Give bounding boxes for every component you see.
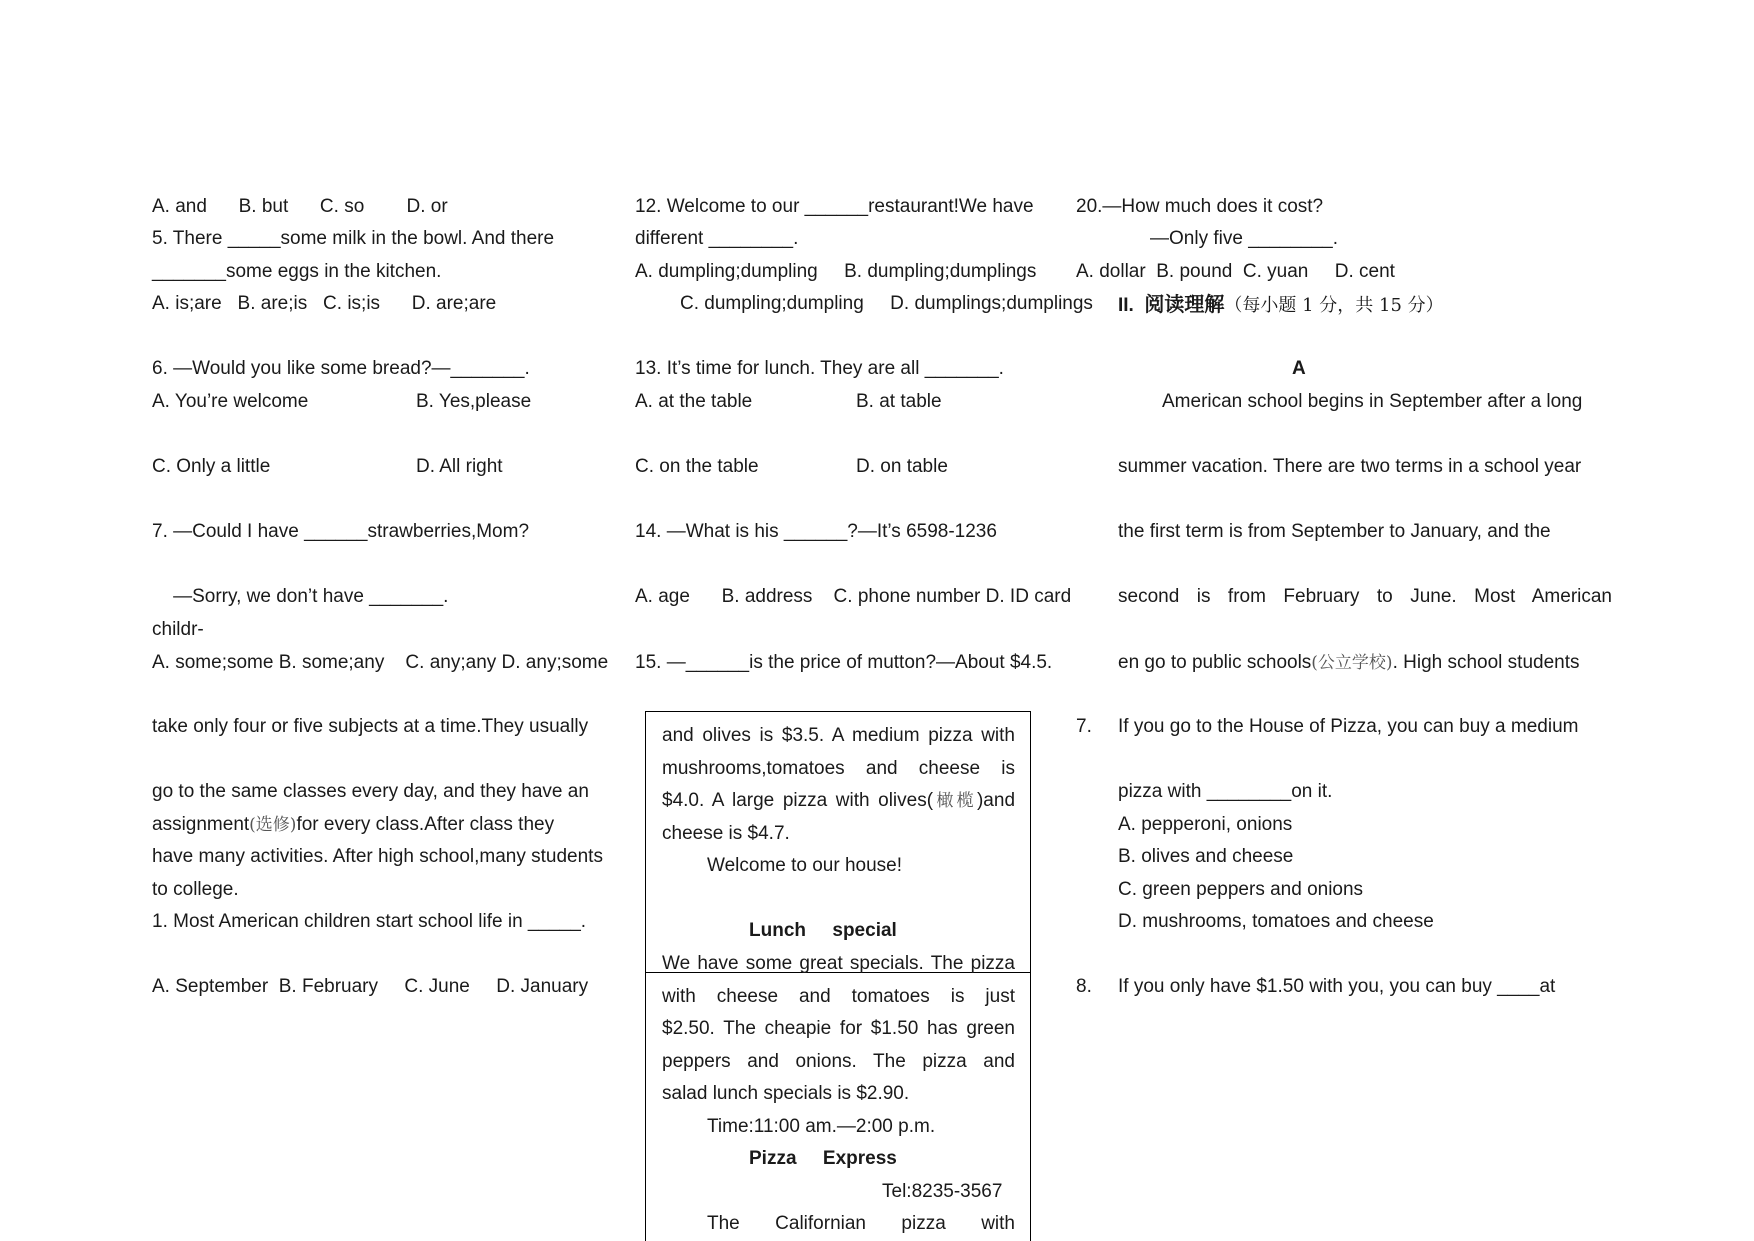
q7-number: 7. xyxy=(1076,716,1092,737)
ad-lunch-heading: Lunch special xyxy=(749,920,897,941)
ad-text-line: and olives is $3.5. A medium pizza with xyxy=(662,725,1015,746)
q7-continuation: childr- xyxy=(152,619,204,640)
q12-line-2: different ________. xyxy=(635,228,799,249)
q13-option-c: C. on the table xyxy=(635,456,759,477)
ad-text-line: $2.50. The cheapie for $1.50 has green xyxy=(662,1018,1015,1039)
passage-line: take only four or five subjects at a time.They usually xyxy=(152,716,589,737)
passage-line: second is from February to June. Most American xyxy=(1118,586,1612,607)
ad-text-line: $4.0. A large pizza with olives(橄榄)and xyxy=(662,790,1016,811)
ad-text-line: We have some great specials. The pizza xyxy=(662,953,1015,974)
q15-question: 15. —______is the price of mutton?—About $4.5. xyxy=(635,652,1053,673)
q14-options: A. age B. address C. phone number D. ID card xyxy=(635,586,1072,607)
passage-line: have many activities. After high school,many students xyxy=(152,846,603,867)
q12-options-cd: C. dumpling;dumpling D. dumplings;dumplings xyxy=(680,293,1093,314)
q7-question-line-2: pizza with ________on it. xyxy=(1118,781,1333,802)
q6-option-a: A. You’re welcome xyxy=(152,391,309,412)
ad-text-line: cheese is $4.7. xyxy=(662,823,790,844)
ad-time: Time:11:00 am.—2:00 p.m. xyxy=(707,1116,936,1137)
q1-options: A. September B. February C. June D. January xyxy=(152,976,589,997)
ad-pizza-heading: Pizza Express xyxy=(749,1148,897,1169)
q7-options: A. some;some B. some;any C. any;any D. any;some xyxy=(152,652,609,673)
q7-question: 7. —Could I have ______strawberries,Mom? xyxy=(152,521,530,542)
q5-options: A. is;are B. are;is C. is;is D. are;are xyxy=(152,293,497,314)
passage-line: en go to public schools(公立学校). High school students xyxy=(1118,652,1580,673)
q7-option-c: C. green peppers and onions xyxy=(1118,879,1364,900)
q8-number: 8. xyxy=(1076,976,1092,997)
q20-question: 20.—How much does it cost? xyxy=(1076,196,1324,217)
passage-line: summer vacation. There are two terms in a school year xyxy=(1118,456,1582,477)
q13-option-a: A. at the table xyxy=(635,391,753,412)
q20-options: A. dollar B. pound C. yuan D. cent xyxy=(1076,261,1395,282)
passage-line: the first term is from September to January, and the xyxy=(1118,521,1551,542)
q12-line-1: 12. Welcome to our ______restaurant!We have xyxy=(635,196,1034,217)
q7-option-b: B. olives and cheese xyxy=(1118,846,1294,867)
q5-line-1: 5. There _____some milk in the bowl. And there xyxy=(152,228,555,249)
q6-question: 6. —Would you like some bread?—_______. xyxy=(152,358,530,379)
passage-line: American school begins in September after a long xyxy=(1162,391,1583,412)
q8-question-line-1: If you only have $1.50 with you, you can buy ____at xyxy=(1118,976,1556,997)
q13-option-d: D. on table xyxy=(856,456,948,477)
q7-reply: —Sorry, we don’t have _______. xyxy=(152,586,449,607)
ad-text-line: salad lunch specials is $2.90. xyxy=(662,1083,910,1104)
q20-reply: —Only five ________. xyxy=(1150,228,1339,249)
q6-option-d: D. All right xyxy=(416,456,503,477)
ad-text-line: peppers and onions. The pizza and xyxy=(662,1051,1015,1072)
section-heading: II. 阅读理解（每小题 1 分，共 15 分） xyxy=(1118,292,1444,316)
q6-option-b: B. Yes,please xyxy=(416,391,532,412)
ad-text-line: The Californian pizza with xyxy=(707,1213,1015,1234)
q4-options: A. and B. but C. so D. or xyxy=(152,196,448,217)
q7-option-d: D. mushrooms, tomatoes and cheese xyxy=(1118,911,1434,932)
passage-letter: A xyxy=(1292,358,1306,379)
q6-option-c: C. Only a little xyxy=(152,456,271,477)
q14-question: 14. —What is his ______?—It’s 6598-1236 xyxy=(635,521,997,542)
ad-text-line: mushrooms,tomatoes and cheese is xyxy=(662,758,1015,779)
q7-option-a: A. pepperoni, onions xyxy=(1118,814,1293,835)
passage-line: to college. xyxy=(152,879,239,900)
q12-options-ab: A. dumpling;dumpling B. dumpling;dumplings xyxy=(635,261,1037,282)
q5-line-2: _______some eggs in the kitchen. xyxy=(152,261,442,282)
q13-question: 13. It’s time for lunch. They are all _______. xyxy=(635,358,1004,379)
passage-line: assignment(选修)for every class.After class they xyxy=(152,814,555,835)
q13-option-b: B. at table xyxy=(856,391,942,412)
passage-line: go to the same classes every day, and they have an xyxy=(152,781,589,802)
q7-question-line-1: If you go to the House of Pizza, you can buy a medium xyxy=(1118,716,1579,737)
ad-tel: Tel:8235-3567 xyxy=(882,1181,1003,1202)
ad-welcome: Welcome to our house! xyxy=(707,855,903,876)
ad-text-line: with cheese and tomatoes is just xyxy=(662,986,1015,1007)
q1-question: 1. Most American children start school life in _____. xyxy=(152,911,587,932)
